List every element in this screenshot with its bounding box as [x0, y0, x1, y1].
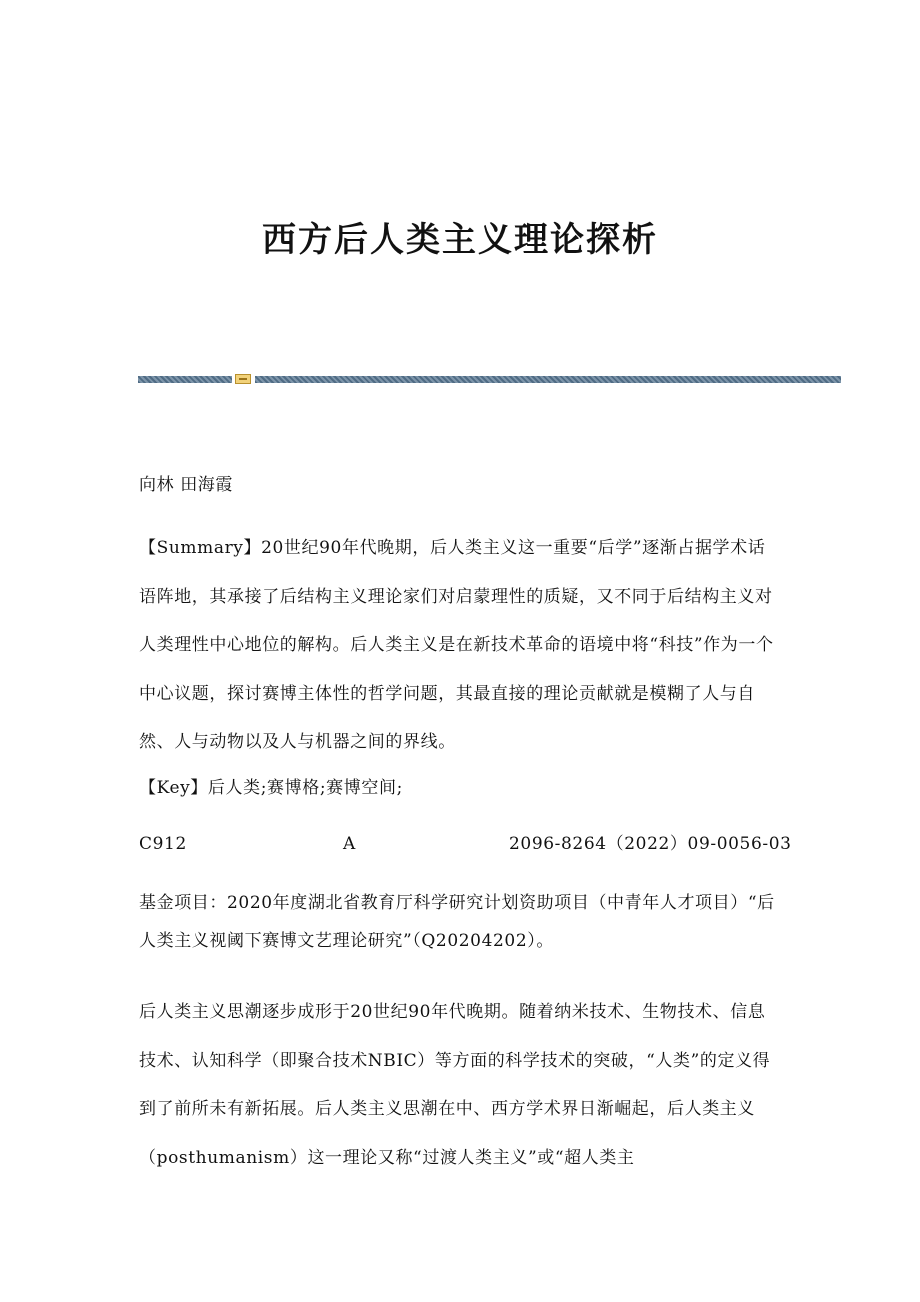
divider-bar-right: [255, 376, 841, 383]
divider-bar-left: [138, 376, 232, 383]
summary-paragraph: 【Summary】20世纪90年代晚期，后人类主义这一重要“后学”逐渐占据学术话语阵地，其承接了后结构主义理论家们对启蒙理性的质疑，又不同于后结构主义对人类理性中心地位的解构。后人类主义是在新技术革命的语境中将“科技”作为一个中心议题，探讨赛博主体性的哲学问题，其最直接的理论贡献就是模糊了人与自然、人与动物以及人与机器之间的界线。: [139, 538, 774, 752]
fund-paragraph: 基金项目：2020年度湖北省教育厅科学研究计划资助项目（中青年人才项目）“后人类主义视阈下赛博文艺理论研究”（Q20204202）。: [139, 893, 775, 951]
divider-ornament-icon: [235, 374, 251, 384]
document-title: 西方后人类主义理论探析: [262, 220, 658, 260]
body-paragraph: 后人类主义思潮逐步成形于20世纪90年代晚期。随着纳米技术、生物技术、信息技术、认知科学（即聚合技术NBIC）等方面的科学技术的突破，“人类”的定义得到了前所未有新拓展。后人类主义思潮在中、西方学术界日渐崛起，后人类主义（posthumanism）这一理论又称“过渡人类主义”或“超人类主: [139, 1002, 771, 1168]
article-id: 2096-8264（2022）09-0056-03: [509, 834, 792, 854]
title-divider: [138, 374, 841, 384]
authors: 向林 田海霞: [139, 475, 234, 495]
clc-number: C912: [139, 834, 187, 854]
document-code: A: [343, 834, 356, 854]
keywords-line: 【Key】后人类;赛博格;赛博空间;: [139, 778, 403, 798]
